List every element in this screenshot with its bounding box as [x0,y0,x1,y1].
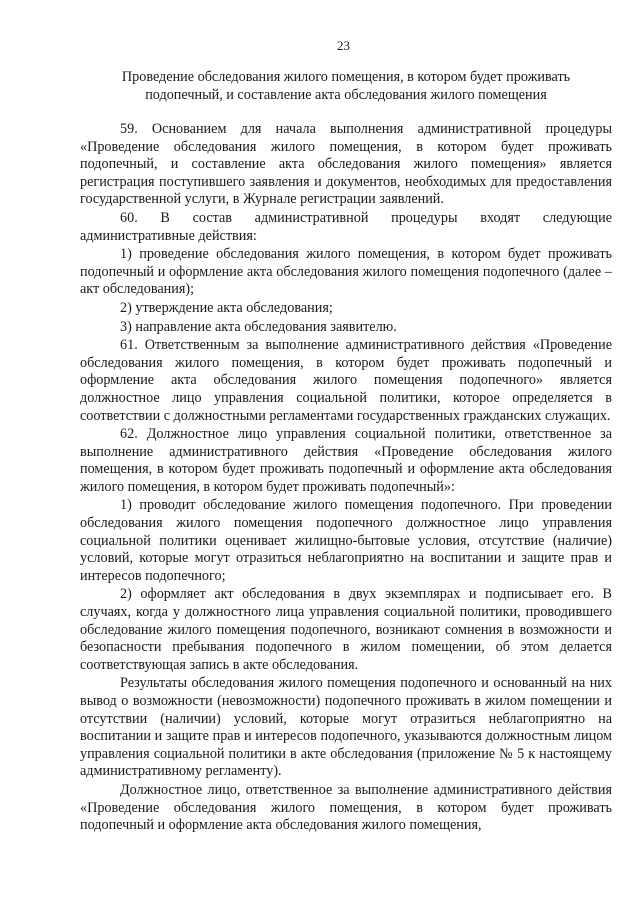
list-item-62-1: 1) проводит обследование жилого помещения подопечного. При проведении обследования жилого помещения подопечного должностное лицо управления социальной политики оценивает жилищно-бытовые условия, отсутствие (наличие) условий, которые могут отразиться неблагоприятно на воспитании и защите прав и интересов подопечного; [80,497,612,584]
list-item-60-1: 1) проведение обследования жилого помещения, в котором будет проживать подопечный и оформление акта обследования жилого помещения подопечного (далее – акт обследования); [80,246,612,298]
paragraph-62: 62. Должностное лицо управления социальной политики, ответственное за выполнение административного действия «Проведение обследования жилого помещения, в котором будет проживать подопечный и оформление акта обследования жилого помещения, в котором будет проживать подопечный»: [80,426,612,495]
list-item-62-2: 2) оформляет акт обследования в двух экземплярах и подписывает его. В случаях, когда у должностного лица управления социальной политики, проводившего обследование жилого помещения подопечного, возникают сомнения в возможности и безопасности пребывания подопечного в жилом помещении, об этом делается соответствующая запись в акте обследования. [80,586,612,673]
paragraph-59: 59. Основанием для начала выполнения административной процедуры «Проведение обследования жилого помещения, в котором будет проживать подопечный, и составление акта обследования жилого помещения» является регистрация поступившего заявления и документов, необходимых для предоставления государственной услуги, в Журнале регистрации заявлений. [80,121,612,208]
page-number: 23 [337,38,350,53]
section-title-line-2: подопечный, и составление акта обследования жилого помещения [145,87,547,103]
section-title [80,68,612,104]
paragraph-61: 61. Ответственным за выполнение административного действия «Проведение обследования жилого помещения, в котором будет проживать подопечный и оформление акта обследования жилого помещения подопечного» является должностное лицо управления социальной политики, которое определяется в соответствии с должностными регламентами государственных гражданских служащих. [80,337,612,424]
paragraph-60: 60. В состав административной процедуры входят следующие административные действия: [80,209,612,244]
list-item-60-3: 3) направление акта обследования заявителю. [120,318,397,335]
document-body [80,121,612,835]
paragraph-responsible-official: Должностное лицо, ответственное за выполнение административного действия «Проведение обследования жилого помещения, в котором будет проживать подопечный и оформление акта обследования жилого помещения, [80,781,612,834]
section-title-line-1: Проведение обследования жилого помещения, в котором будет проживать [121,69,571,85]
list-item-60-2: 2) утверждение акта обследования; [120,299,333,316]
paragraph-results: Результаты обследования жилого помещения подопечного и основанный на них вывод о возможности (невозможности) подопечного проживать в жилом помещении и отсутствии (наличии) условий, которые могут отразиться неблагоприятно на воспитании и защите прав и интересов подопечного, указываются должностным лицом управления социальной политики в акте обследования (приложение № 5 к настоящему административному регламенту). [80,675,612,780]
